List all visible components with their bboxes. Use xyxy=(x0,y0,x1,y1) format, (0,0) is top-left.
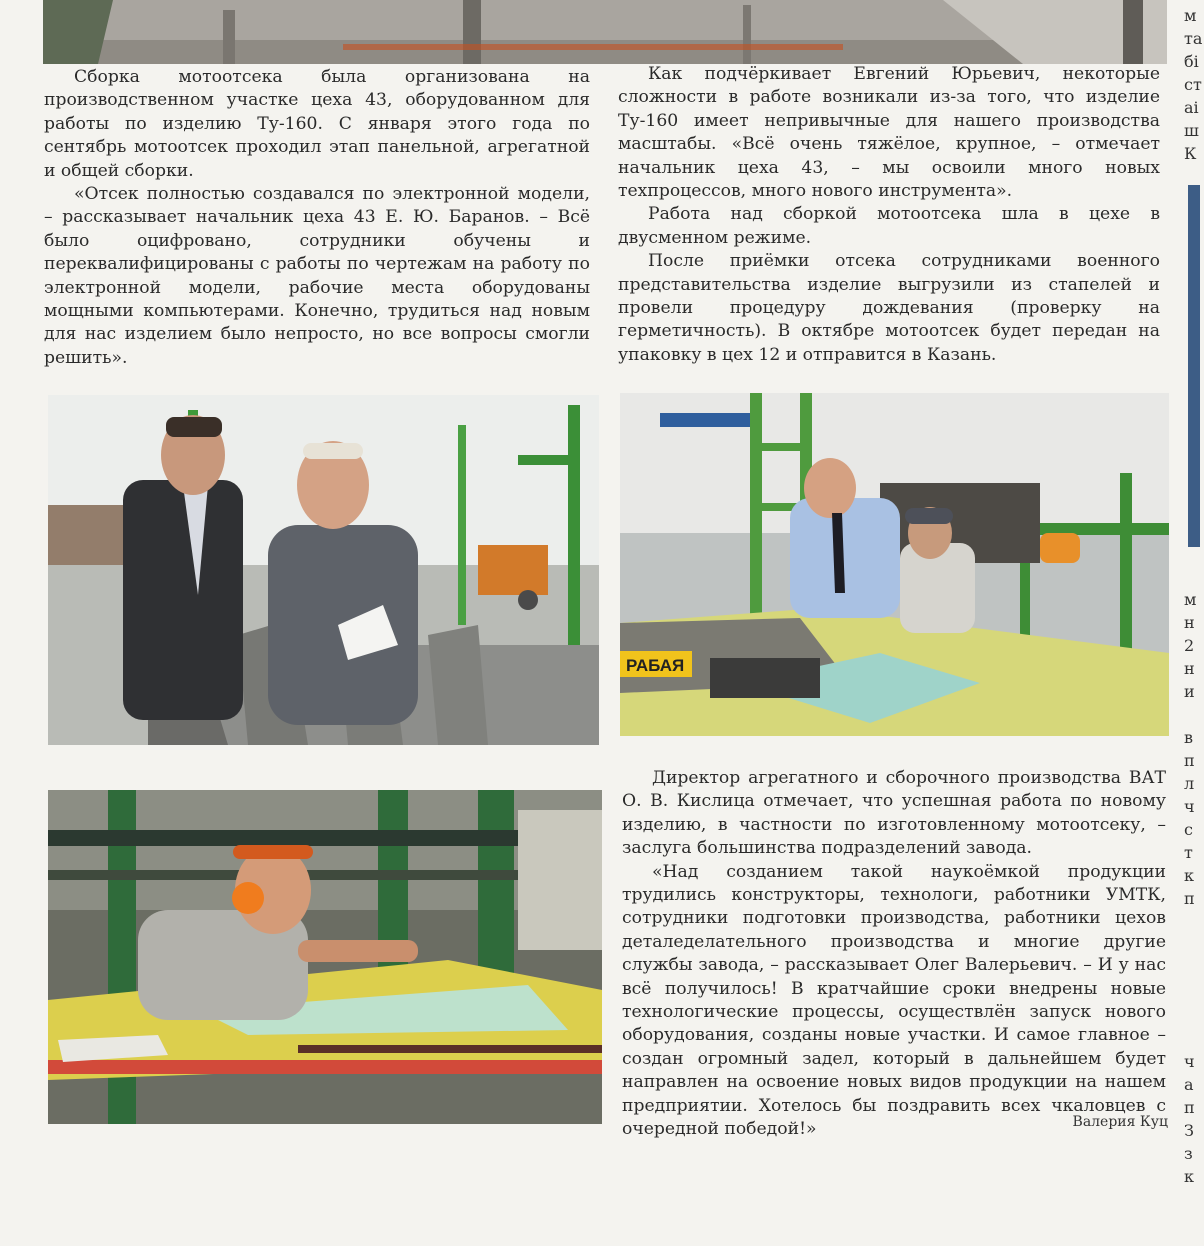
photo-workers-at-panel xyxy=(620,393,1169,736)
paragraph: «Над созданием такой наукоёмкой продукции трудились конструкторы, технологи, работники УМТК, сотрудники подготовки производства, работники цехов деталеделательного производства и многие другие службы завода, – рассказывает Олег Валерьевич. – И у нас всё получилось! В кратчайшие сроки внедрены новые технологические процессы, осуществлён запуск нового оборудования, созданы новые участки. И самое главное – создан огромный задел, который в дальнейшем будет направлен на освоение новых видов продукции на нашем предприятии. Хотелось бы поздравить всех чкаловцев с очередной победой!» xyxy=(622,861,1166,1140)
paragraph: «Отсек полностью создавался по электронной модели, – рассказывает начальник цеха 43 Е. Ю. Баранов. – Всё было оцифровано, сотрудники обучены и переквалифицированы с работы по чертежам на работу по электронной модели, рабочие места оборудованы мощными компьютерами. Конечно, трудиться над новым для нас изделием было непросто, но все вопросы смогли решить». xyxy=(44,184,590,368)
paragraph: Работа над сборкой мотоотсека шла в цехе в двусменном режиме. xyxy=(618,204,1160,248)
adjacent-page-text-top: м та бі ст аі ш К xyxy=(1184,6,1203,163)
photo-managers-in-workshop xyxy=(48,395,599,745)
paragraph: Директор агрегатного и сборочного производства ВАТ О. В. Кислица отмечает, что успешная работа по новому изделию, в частности по изготовленному мотоотсеку, – заслуга большинства подразделений завода. xyxy=(622,768,1166,859)
adjacent-page-text-bottom: ч а п З з к xyxy=(1184,1052,1195,1186)
article-right-column-bottom xyxy=(622,767,1166,1142)
adjacent-page-text-mid: м н 2 н и в п л ч с т к п xyxy=(1184,590,1197,908)
article-left-column xyxy=(44,66,590,370)
article-right-column-top xyxy=(618,63,1160,367)
top-photo-strip xyxy=(43,0,1167,64)
adjacent-page-photo-edge xyxy=(1188,185,1200,547)
photo-worker-with-headphones xyxy=(48,790,602,1124)
worktable-sign-text: РАБАЯ xyxy=(626,656,685,675)
author-byline: Валерия Куц xyxy=(1072,1114,1168,1130)
paragraph: Как подчёркивает Евгений Юрьевич, некоторые сложности в работе возникали из-за того, что изделие Ту-160 имеет непривычные для нашего производства масштабы. «Всё очень тяжёлое, крупное, – отмечает начальник цеха 43, – мы освоили много новых техпроцессов, много нового инструмента». xyxy=(618,64,1160,202)
paragraph: Сборка мотоотсека была организована на производственном участке цеха 43, оборудованном для работы по изделию Ту-160. С января этого года по сентябрь мотоотсек проходил этап панельной, агрегатной и общей сборки. xyxy=(44,67,590,181)
paragraph: После приёмки отсека сотрудниками военного представительства изделие выгрузили из стапелей и провели процедуру дождевания (проверку на герметичность). В октябре мотоотсек будет передан на упаковку в цех 12 и отправится в Казань. xyxy=(618,251,1160,365)
